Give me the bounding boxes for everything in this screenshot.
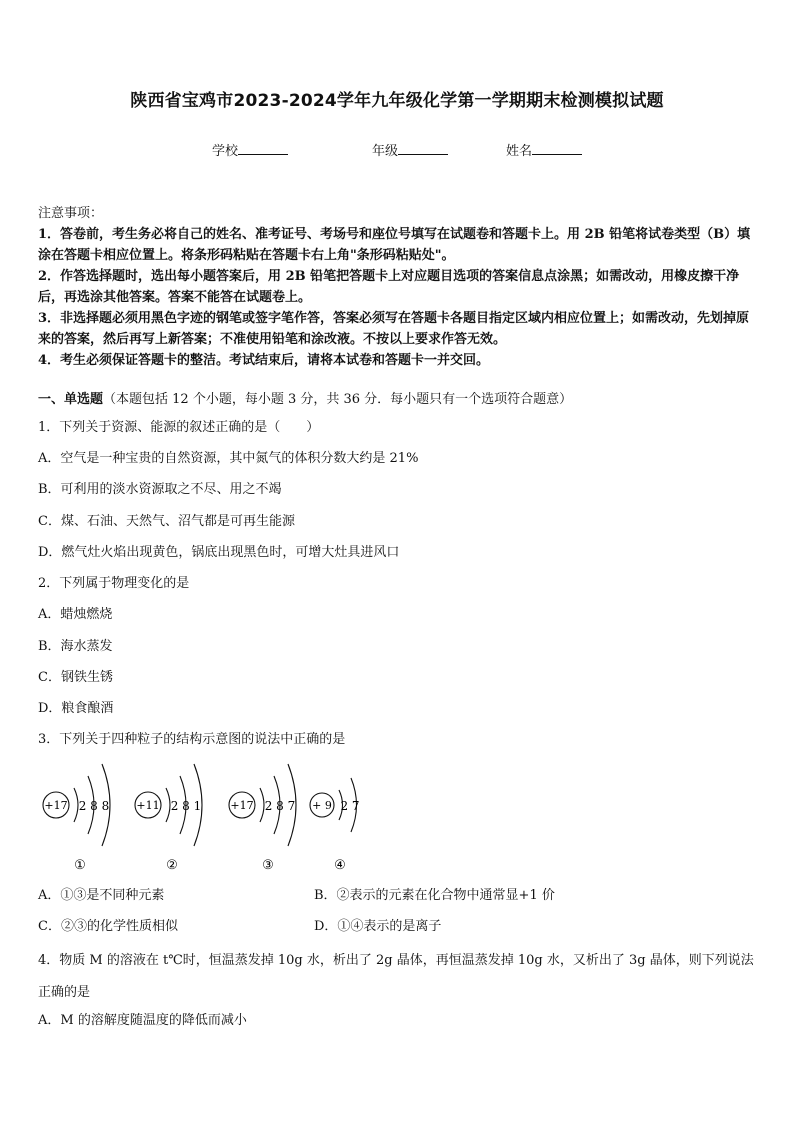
note-item: 1．答卷前，考生务必将自己的姓名、准考证号、考场号和座位号填写在试题卷和答题卡上。用 2B 铅笔将试卷类型（B）填涂在答题卡相应位置上。将条形码粘贴在答题卡右上角"条形码粘贴处"。	[38, 227, 751, 263]
particle-1-label: ①	[74, 858, 86, 873]
particle-2-electrons: 2 8 1	[170, 799, 202, 813]
question-1-option-a[interactable]: A．空气是一种宝贵的自然资源，其中氮气的体积分数大约是 21%	[38, 451, 419, 466]
name-blank[interactable]	[532, 141, 582, 155]
school-field	[212, 140, 288, 159]
section-heading	[38, 388, 572, 407]
question-2-option-d[interactable]: D．粮食酿酒	[38, 701, 114, 716]
question-3-option-a[interactable]: A．①③是不同种元素	[38, 888, 165, 903]
particle-2-nucleus: +11	[136, 799, 160, 812]
page-title: 陕西省宝鸡市2023-2024学年九年级化学第一学期期末检测模拟试题	[130, 91, 664, 111]
grade-field	[372, 140, 448, 159]
student-info-row	[0, 140, 794, 160]
school-blank[interactable]	[238, 141, 288, 155]
question-4-stem: 4．物质 M 的溶液在 t℃时，恒温蒸发掉 10g 水，析出了 2g 晶体，再恒温蒸发掉 10g 水，又析出了 3g 晶体，则下列说法正确的是	[38, 953, 754, 1000]
question-2-option-c[interactable]: C．钢铁生锈	[38, 670, 113, 685]
particle-2	[135, 764, 202, 873]
exam-notes	[38, 203, 756, 371]
particle-4-electrons: 2 7	[340, 799, 360, 813]
question-1-option-c[interactable]: C．煤、石油、天然气、沼气都是可再生能源	[38, 514, 295, 529]
question-3-option-d[interactable]: D．①④表示的是离子	[314, 919, 442, 934]
particle-2-label: ②	[166, 858, 178, 873]
question-1-stem: 1．下列关于资源、能源的叙述正确的是（ ）	[38, 420, 320, 435]
particle-3-electrons: 2 8 7	[264, 799, 296, 813]
particle-3-label: ③	[262, 858, 274, 873]
name-label: 姓名	[506, 144, 533, 159]
question-3-option-b[interactable]: B．②表示的元素在化合物中通常显+1 价	[314, 888, 555, 903]
notes-heading: 注意事项：	[38, 206, 104, 221]
grade-label: 年级	[372, 144, 399, 159]
atomic-structure-diagram	[38, 758, 398, 876]
question-2-option-b[interactable]: B．海水蒸发	[38, 639, 113, 654]
particle-1-nucleus: +17	[44, 799, 68, 812]
question-1-option-b[interactable]: B．可利用的淡水资源取之不尽、用之不竭	[38, 482, 282, 497]
grade-blank[interactable]	[398, 141, 448, 155]
note-item: 4．考生必须保证答题卡的整洁。考试结束后，请将本试卷和答题卡一并交回。	[38, 353, 490, 368]
particle-4-nucleus: + 9	[312, 799, 332, 812]
note-item: 2．作答选择题时，选出每小题答案后，用 2B 铅笔把答题卡上对应题目选项的答案信息点涂黑；如需改动，用橡皮擦干净后，再选涂其他答案。答案不能答在试题卷上。	[38, 269, 740, 305]
particle-1	[43, 764, 110, 873]
question-2-option-a[interactable]: A．蜡烛燃烧	[38, 607, 113, 622]
section-note: （本题包括 12 个小题，每小题 3 分，共 36 分．每小题只有一个选项符合题意）	[103, 392, 573, 407]
question-2-stem: 2．下列属于物理变化的是	[38, 576, 190, 591]
particle-4	[310, 778, 360, 873]
name-field	[506, 140, 582, 159]
school-label: 学校	[212, 144, 239, 159]
section-title: 一、单选题	[38, 392, 104, 407]
particle-3	[229, 764, 296, 873]
question-3-option-c[interactable]: C．②③的化学性质相似	[38, 919, 178, 934]
question-1-option-d[interactable]: D．燃气灶火焰出现黄色，锅底出现黑色时，可增大灶具进风口	[38, 545, 400, 560]
particle-3-nucleus: +17	[230, 799, 254, 812]
question-3-stem: 3．下列关于四种粒子的结构示意图的说法中正确的是	[38, 732, 346, 747]
question-4-option-a[interactable]: A．M 的溶解度随温度的降低而减小	[38, 1013, 247, 1028]
particle-4-label: ④	[334, 858, 346, 873]
particle-1-electrons: 2 8 8	[78, 799, 110, 813]
note-item: 3．非选择题必须用黑色字迹的钢笔或签字笔作答，答案必须写在答题卡各题目指定区域内相应位置上；如需改动，先划掉原来的答案，然后再写上新答案；不准使用铅笔和涂改液。不按以上要求作答无效。	[38, 311, 750, 347]
